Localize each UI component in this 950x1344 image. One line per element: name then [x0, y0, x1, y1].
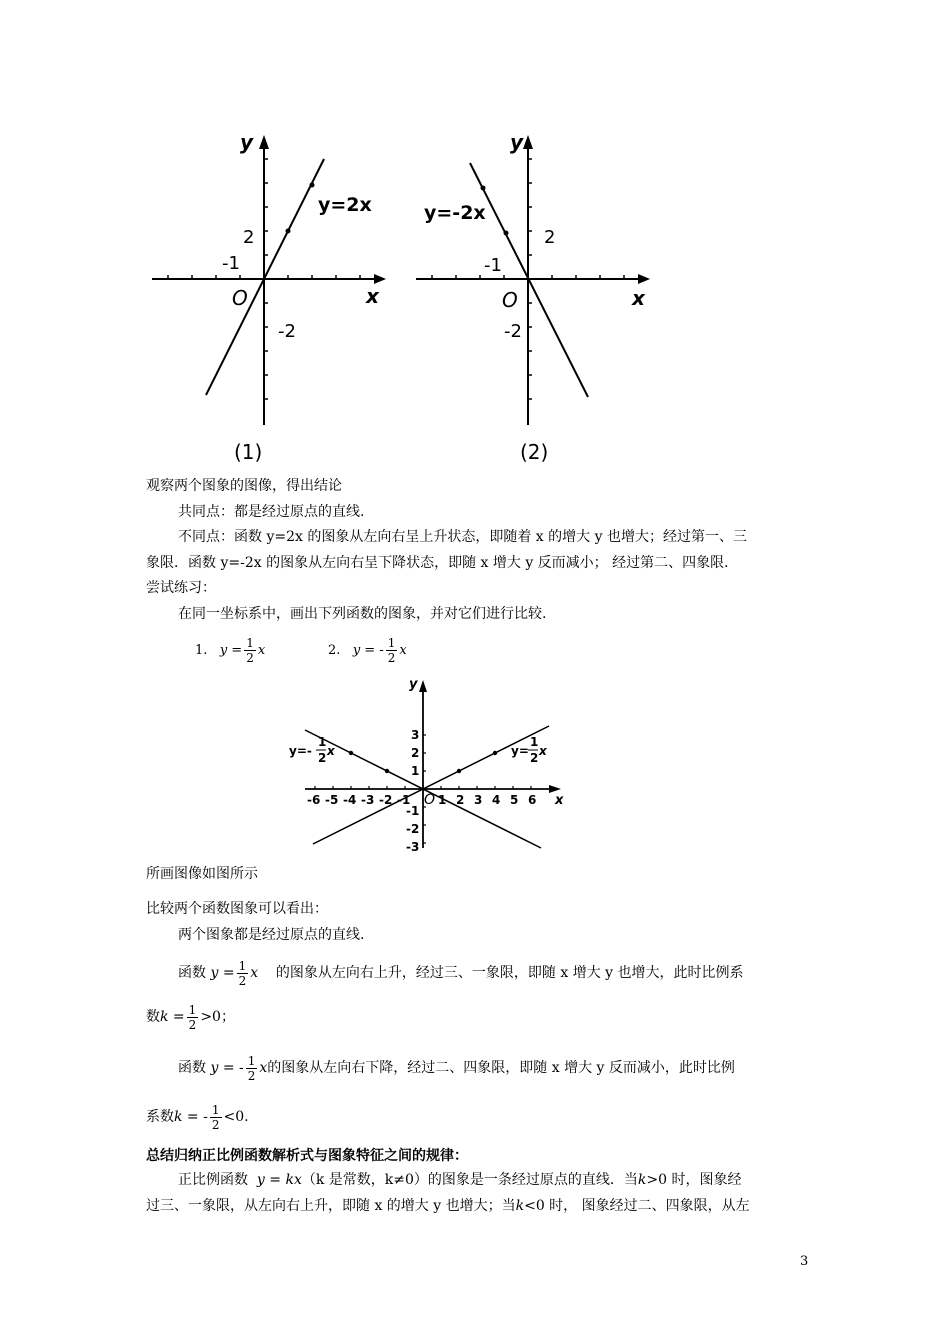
x-axis-label: x	[632, 286, 645, 310]
origin-label: O	[502, 288, 518, 312]
tick-y-neg2: -2	[504, 321, 522, 342]
origin-label: O	[232, 286, 248, 310]
x-axis-label: x	[555, 793, 564, 808]
x-axis-label: x	[366, 284, 379, 308]
tick-x-neg1: -1	[222, 253, 240, 274]
summary-heading: 总结归纳正比例函数解析式与图象特征之间的规律：	[146, 1148, 468, 1164]
y-tick-label: -2	[406, 822, 420, 836]
svg-text:y=-: y=-	[289, 744, 312, 758]
para-compare: 比较两个函数图象可以看出：	[146, 901, 328, 917]
para-func2-line2: 系数k = - $\frac{1}{2}$ <0.	[146, 1102, 249, 1132]
exercise-1: 1. y = $\frac{1}{2}$ x	[195, 636, 266, 665]
para-both: 两个图象都是经过原点的直线.	[178, 927, 365, 943]
fraction-half: $\frac{1}{2}$	[246, 636, 254, 665]
svg-text:y=: y=	[511, 744, 529, 758]
page-number: 3	[800, 1254, 809, 1269]
x-tick-label: 2	[456, 793, 465, 807]
figure-2-caption: (2)	[520, 440, 549, 464]
para-instruction: 在同一坐标系中，画出下列函数的图象，并对它们进行比较.	[178, 606, 547, 622]
x-tick-label: -1	[397, 793, 411, 807]
exercise-2: 2. y = - $\frac{1}{2}$ x	[328, 636, 407, 665]
y-tick-label: 1	[411, 764, 420, 778]
y-tick-label: 2	[411, 746, 420, 760]
para-func1-line2: 数k = $\frac{1}{2}$ >0；	[146, 1002, 235, 1032]
fraction-half: $\frac{1}{2}$	[387, 636, 396, 665]
para-try: 尝试练习：	[146, 580, 216, 596]
para-drawn: 所画图像如图所示	[146, 866, 258, 882]
x-tick-label: -5	[325, 793, 339, 807]
x-tick-label: -4	[343, 793, 357, 807]
tick-y-2: 2	[544, 227, 556, 248]
x-tick-label: 4	[492, 793, 501, 807]
y-tick-label: 3	[411, 728, 420, 742]
x-tick-label: 1	[438, 793, 447, 807]
left-line-label	[289, 735, 336, 765]
x-tick-label: 6	[528, 793, 537, 807]
para-diff-2: 象限．函数 y=-2x 的图象从左向右呈下降状态，即随 x 增大 y 反而减小； 经过第二、四象限．	[146, 555, 739, 571]
y-axis-label: y	[409, 677, 418, 692]
para-observe: 观察两个图象的图像，得出结论	[146, 478, 342, 494]
x-tick-label: 5	[510, 793, 519, 807]
para-func2-line1: 函数 y = - $\frac{1}{2}$ x的图象从左向右下降，经过二、四象限，即随 x 增大 y 反而减小，此时比例	[178, 1053, 735, 1083]
svg-text:2: 2	[530, 751, 539, 765]
svg-text:x: x	[327, 744, 335, 758]
x-tick-label: -3	[361, 793, 375, 807]
y-tick-label: -3	[406, 840, 420, 854]
svg-text:1: 1	[530, 735, 539, 749]
tick-y-2: 2	[243, 227, 255, 248]
x-tick-label: -2	[379, 793, 393, 807]
summary-line2: 过三、一象限，从左向右上升，即随 x 的增大 y 也增大；当k<0 时， 图象经过二、四象限，从左	[146, 1198, 750, 1214]
para-diff-1: 不同点：函数 y=2x 的图象从左向右呈上升状态，即随着 x 的增大 y 也增大；经过第一、三	[178, 529, 747, 545]
para-common: 共同点：都是经过原点的直线.	[178, 504, 365, 520]
figure-3-graph	[285, 676, 575, 856]
summary-line1: 正比例函数 y = kx（k 是常数，k≠0）的图象是一条经过原点的直线．当k>0 时，图象经	[178, 1172, 742, 1188]
figure-1-caption: (1)	[234, 440, 263, 464]
right-line-label	[511, 735, 548, 765]
figure-2-graph	[410, 125, 670, 470]
y-axis-label: y	[240, 130, 254, 154]
svg-text:x: x	[539, 744, 547, 758]
tick-y-neg2: -2	[278, 321, 296, 342]
line-label: y=2x	[318, 194, 372, 216]
tick-x-neg1: -1	[484, 255, 502, 276]
x-tick-label: 3	[474, 793, 483, 807]
y-axis-label: y	[510, 130, 524, 154]
figure-1-graph	[140, 125, 400, 470]
origin-label: O	[424, 792, 436, 808]
x-tick-label: -6	[307, 793, 321, 807]
y-tick-label: -1	[406, 804, 420, 818]
svg-text:2: 2	[318, 751, 327, 765]
para-func1-line1: 函数 y = $\frac{1}{2}$ x 的图象从左向右上升，经过三、一象限，即随 x 增大 y 也增大，此时比例系	[178, 958, 744, 988]
line-label: y=-2x	[424, 202, 486, 224]
svg-text:1: 1	[318, 735, 327, 749]
